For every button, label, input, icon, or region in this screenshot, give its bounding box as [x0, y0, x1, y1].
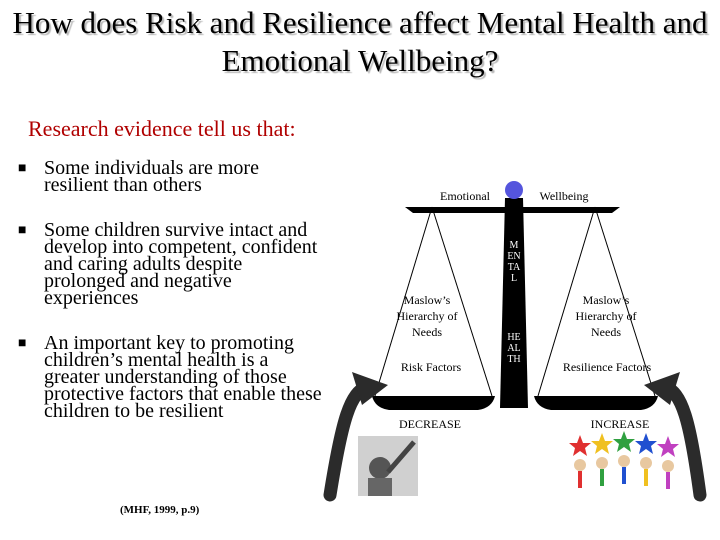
right-pan-needs-label: Maslow’s Hierarchy of Needs: [575, 293, 637, 339]
star-children-icon: [569, 431, 679, 489]
citation: (MHF, 1999, p.9): [120, 504, 200, 516]
scale-beam: [405, 207, 620, 213]
right-pan-resilience-label: Resilience Factors: [562, 360, 652, 374]
left-pan-risk-label: Risk Factors: [400, 360, 462, 374]
decrease-label: DECREASE: [398, 417, 461, 431]
right-pan: [534, 396, 658, 410]
subheading: Research evidence tell us that:: [28, 116, 296, 141]
square-bullet-icon: ■: [18, 161, 27, 176]
beam-label-right: Wellbeing: [539, 189, 589, 203]
beam-label-left: Emotional: [440, 189, 490, 203]
left-pan: [372, 396, 495, 410]
bullet-text: Some individuals are more resilient than others: [44, 157, 259, 196]
scale-pillar: [500, 198, 528, 408]
pillar-word-mental: MENTAL: [507, 240, 521, 284]
square-bullet-icon: ■: [18, 336, 27, 351]
square-bullet-icon: ■: [18, 223, 27, 238]
increase-label: INCREASE: [590, 417, 650, 431]
slide-title: How does Risk and Resilience affect Mental Health and Emotional Wellbeing?: [12, 5, 708, 78]
bullet-text: Some children survive intact and develop into competent, confident and caring adults despite prolonged and negative experiences: [44, 219, 318, 309]
pillar-word-health: HEALTH: [507, 332, 521, 365]
left-pan-needs-label: Maslow’s Hierarchy of Needs: [396, 293, 458, 339]
bullet-text: An important key to promoting children’s mental health is a greater understanding of those protective factors that enable these children to be resilient: [44, 332, 322, 422]
